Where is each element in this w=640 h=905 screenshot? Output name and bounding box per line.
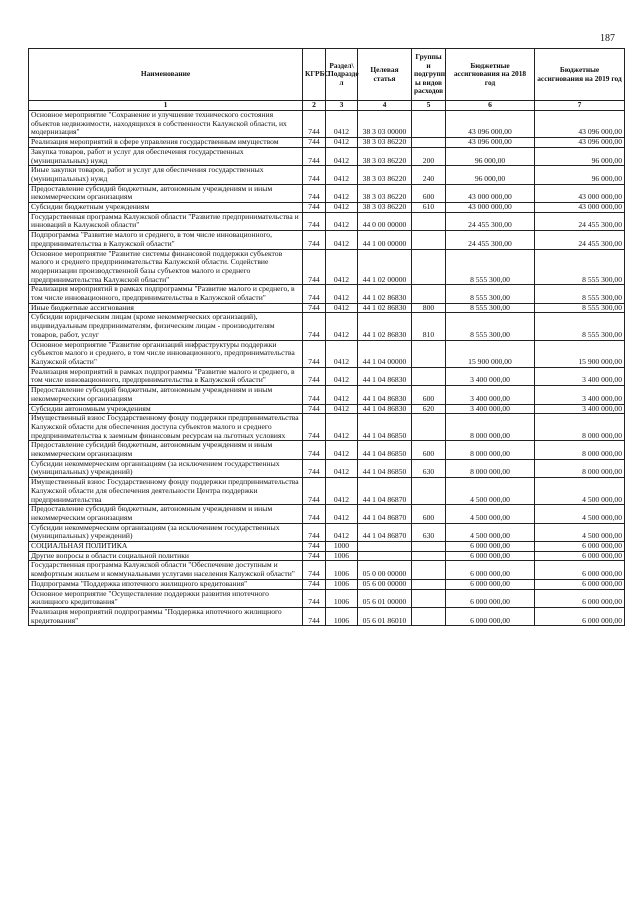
table-row (29, 203, 625, 213)
row-group-cell (412, 561, 446, 579)
header-name: Наименование (29, 49, 303, 101)
row-kgrbs-cell: 744 (303, 313, 326, 340)
row-target-cell: 44 1 02 86830 (358, 303, 412, 313)
table-row (29, 184, 625, 202)
table-row (29, 459, 625, 477)
row-section-cell: 0412 (326, 414, 358, 441)
row-section-cell: 0412 (326, 231, 358, 249)
row-kgrbs-cell: 744 (303, 607, 326, 625)
row-target-cell: 05 6 01 00000 (358, 589, 412, 607)
row-kgrbs-cell: 744 (303, 138, 326, 148)
row-target-cell: 44 1 02 86830 (358, 313, 412, 340)
row-2018-cell: 43 096 000,00 (446, 138, 535, 148)
row-name-cell: Имущественный взнос Государственному фонду поддержки предпринимательства Калужской области для обеспечения деятельности Центра поддержки предпринимательства (29, 478, 303, 505)
row-group-cell (412, 579, 446, 589)
row-2018-cell: 6 000 000,00 (446, 607, 535, 625)
row-target-cell: 44 1 00 00000 (358, 231, 412, 249)
header-kgrbs: КГРБС (303, 49, 326, 101)
row-target-cell: 44 1 04 00000 (358, 340, 412, 367)
table-row (29, 285, 625, 303)
table-row (29, 441, 625, 459)
row-group-cell: 200 (412, 147, 446, 165)
row-section-cell: 0412 (326, 404, 358, 414)
row-name-cell: Реализация мероприятий в рамках подпрограммы "Развитие малого и среднего, в том числе инновационного, предпринимательства в Калужской области" (29, 367, 303, 385)
row-2019-cell: 3 400 000,00 (535, 386, 625, 404)
column-number: 5 (412, 101, 446, 111)
row-name-cell: Субсидии некоммерческим организациям (за исключением государственных (муниципальных) учреждений) (29, 523, 303, 541)
row-target-cell (358, 551, 412, 561)
row-section-cell: 1006 (326, 561, 358, 579)
row-target-cell: 44 1 04 86830 (358, 404, 412, 414)
row-2019-cell: 8 555 300,00 (535, 303, 625, 313)
row-2018-cell: 8 000 000,00 (446, 441, 535, 459)
header-row (29, 49, 625, 101)
row-section-cell: 0412 (326, 367, 358, 385)
row-kgrbs-cell: 744 (303, 589, 326, 607)
table-row (29, 579, 625, 589)
row-kgrbs-cell: 744 (303, 231, 326, 249)
row-2018-cell: 8 555 300,00 (446, 313, 535, 340)
row-target-cell: 38 3 03 86220 (358, 203, 412, 213)
row-section-cell: 0412 (326, 147, 358, 165)
row-target-cell: 44 1 02 86830 (358, 285, 412, 303)
table-row (29, 340, 625, 367)
row-group-cell (412, 551, 446, 561)
row-2019-cell: 6 000 000,00 (535, 561, 625, 579)
row-2019-cell: 96 000,00 (535, 166, 625, 184)
row-name-cell: Основное мероприятие "Развитие организаций инфраструктуры поддержки субъектов малого и среднего, в том числе инновационного, предпринимательства Калужской области" (29, 340, 303, 367)
row-name-cell: Реализация мероприятий подпрограммы "Поддержка ипотечного жилищного кредитования" (29, 607, 303, 625)
row-kgrbs-cell: 744 (303, 303, 326, 313)
row-section-cell: 1006 (326, 579, 358, 589)
row-2019-cell: 43 096 000,00 (535, 111, 625, 138)
row-name-cell: Государственная программа Калужской области "Развитие предпринимательства и инноваций в Калужской области" (29, 212, 303, 230)
row-2019-cell: 8 555 300,00 (535, 285, 625, 303)
row-target-cell: 44 1 04 86850 (358, 441, 412, 459)
row-section-cell: 0412 (326, 505, 358, 523)
row-2018-cell: 24 455 300,00 (446, 212, 535, 230)
header-groups: Группы и подгрупп ы видов расходов (412, 49, 446, 101)
table-row (29, 386, 625, 404)
row-group-cell: 600 (412, 184, 446, 202)
row-2019-cell: 4 500 000,00 (535, 505, 625, 523)
row-section-cell: 1000 (326, 542, 358, 552)
row-section-cell: 1006 (326, 607, 358, 625)
row-name-cell: Основное мероприятие "Осуществление поддержки развития ипотечного жилищного кредитования" (29, 589, 303, 607)
row-name-cell: Субсидии бюджетным учреждениям (29, 203, 303, 213)
row-group-cell (412, 111, 446, 138)
header-2019: Бюджетные ассигнования на 2019 год (535, 49, 625, 101)
row-name-cell: Подпрограмма "Поддержка ипотечного жилищного кредитования" (29, 579, 303, 589)
row-2019-cell: 6 000 000,00 (535, 551, 625, 561)
row-target-cell: 44 0 00 00000 (358, 212, 412, 230)
row-2019-cell: 3 400 000,00 (535, 367, 625, 385)
row-section-cell: 0412 (326, 386, 358, 404)
row-2018-cell: 4 500 000,00 (446, 505, 535, 523)
row-group-cell: 620 (412, 404, 446, 414)
row-kgrbs-cell: 744 (303, 249, 326, 285)
row-name-cell: Предоставление субсидий бюджетным, автономным учреждениям и иным некоммерческим организациям (29, 505, 303, 523)
row-group-cell: 630 (412, 523, 446, 541)
row-name-cell: Имущественный взнос Государственному фонду поддержки предпринимательства Калужской области для обеспечения доступа субъектов малого и среднего предпринимательства к заемным финансовым ресурсам на льготных условиях (29, 414, 303, 441)
row-name-cell: Предоставление субсидий бюджетным, автономным учреждениям и иным некоммерческим организациям (29, 386, 303, 404)
row-2018-cell: 4 500 000,00 (446, 478, 535, 505)
row-name-cell: СОЦИАЛЬНАЯ ПОЛИТИКА (29, 542, 303, 552)
row-2018-cell: 4 500 000,00 (446, 523, 535, 541)
column-number: 3 (326, 101, 358, 111)
row-name-cell: Предоставление субсидий бюджетным, автономным учреждениям и иным некоммерческим организациям (29, 441, 303, 459)
row-kgrbs-cell: 744 (303, 505, 326, 523)
row-2018-cell: 24 455 300,00 (446, 231, 535, 249)
row-group-cell (412, 249, 446, 285)
row-target-cell: 44 1 04 86870 (358, 505, 412, 523)
row-target-cell: 05 0 00 00000 (358, 561, 412, 579)
row-kgrbs-cell: 744 (303, 367, 326, 385)
row-section-cell: 0412 (326, 111, 358, 138)
row-group-cell: 600 (412, 386, 446, 404)
row-2019-cell: 43 096 000,00 (535, 138, 625, 148)
row-name-cell: Другие вопросы в области социальной политики (29, 551, 303, 561)
row-section-cell: 0412 (326, 523, 358, 541)
row-kgrbs-cell: 744 (303, 386, 326, 404)
row-target-cell: 38 3 03 86220 (358, 138, 412, 148)
row-2019-cell: 8 000 000,00 (535, 414, 625, 441)
row-section-cell: 0412 (326, 340, 358, 367)
table-row (29, 111, 625, 138)
row-2019-cell: 15 900 000,00 (535, 340, 625, 367)
row-target-cell: 38 3 03 00000 (358, 111, 412, 138)
row-name-cell: Иные бюджетные ассигнования (29, 303, 303, 313)
row-group-cell (412, 212, 446, 230)
row-kgrbs-cell: 744 (303, 285, 326, 303)
row-2018-cell: 43 096 000,00 (446, 111, 535, 138)
row-target-cell: 44 1 04 86850 (358, 414, 412, 441)
row-kgrbs-cell: 744 (303, 459, 326, 477)
row-group-cell (412, 589, 446, 607)
row-kgrbs-cell: 744 (303, 184, 326, 202)
row-target-cell: 44 1 04 86830 (358, 386, 412, 404)
row-kgrbs-cell: 744 (303, 441, 326, 459)
row-2018-cell: 8 555 300,00 (446, 285, 535, 303)
row-group-cell: 600 (412, 441, 446, 459)
row-2019-cell: 96 000,00 (535, 147, 625, 165)
row-name-cell: Субсидии юридическим лицам (кроме некоммерческих организаций), индивидуальным предпринимателям, физическим лицам - производителям товаров, работ, услуг (29, 313, 303, 340)
row-group-cell (412, 285, 446, 303)
row-group-cell: 600 (412, 505, 446, 523)
column-number: 4 (358, 101, 412, 111)
row-section-cell: 0412 (326, 138, 358, 148)
table-row (29, 138, 625, 148)
row-name-cell: Предоставление субсидий бюджетным, автономным учреждениям и иным некоммерческим организациям (29, 184, 303, 202)
table-body (29, 111, 625, 626)
row-2018-cell: 3 400 000,00 (446, 386, 535, 404)
row-kgrbs-cell: 744 (303, 203, 326, 213)
row-section-cell: 0412 (326, 303, 358, 313)
row-name-cell: Подпрограмма "Развитие малого и среднего, в том числе инновационного, предпринимательства в Калужской области" (29, 231, 303, 249)
row-section-cell: 0412 (326, 285, 358, 303)
column-number: 7 (535, 101, 625, 111)
row-name-cell: Субсидии некоммерческим организациям (за исключением государственных (муниципальных) учреждений) (29, 459, 303, 477)
row-2019-cell: 43 000 000,00 (535, 184, 625, 202)
row-2019-cell: 8 555 300,00 (535, 249, 625, 285)
row-2019-cell: 4 500 000,00 (535, 478, 625, 505)
row-target-cell: 38 3 03 86220 (358, 166, 412, 184)
row-section-cell: 0412 (326, 184, 358, 202)
row-2018-cell: 43 000 000,00 (446, 203, 535, 213)
row-2018-cell: 6 000 000,00 (446, 551, 535, 561)
row-2019-cell: 4 500 000,00 (535, 523, 625, 541)
row-name-cell: Реализация мероприятий в рамках подпрограммы "Развитие малого и среднего, в том числе инновационного, предпринимательства в Калужской области" (29, 285, 303, 303)
row-name-cell: Иные закупки товаров, работ и услуг для обеспечения государственных (муниципальных) нужд (29, 166, 303, 184)
table-row (29, 147, 625, 165)
row-kgrbs-cell: 744 (303, 523, 326, 541)
row-2018-cell: 6 000 000,00 (446, 589, 535, 607)
row-target-cell: 44 1 04 86870 (358, 478, 412, 505)
table-row (29, 212, 625, 230)
row-name-cell: Закупка товаров, работ и услуг для обеспечения государственных (муниципальных) нужд (29, 147, 303, 165)
row-target-cell (358, 542, 412, 552)
table-row (29, 414, 625, 441)
row-2018-cell: 8 555 300,00 (446, 249, 535, 285)
row-group-cell (412, 367, 446, 385)
row-target-cell: 38 3 03 86220 (358, 184, 412, 202)
row-2019-cell: 3 400 000,00 (535, 404, 625, 414)
row-2019-cell: 8 000 000,00 (535, 441, 625, 459)
row-2018-cell: 8 000 000,00 (446, 414, 535, 441)
row-section-cell: 0412 (326, 459, 358, 477)
row-kgrbs-cell: 744 (303, 551, 326, 561)
column-number: 1 (29, 101, 303, 111)
row-name-cell: Основное мероприятие "Сохранение и улучшение технического состояния объектов недвижимости, находящихся в собственности Калужской области, их модернизация" (29, 111, 303, 138)
row-2019-cell: 6 000 000,00 (535, 542, 625, 552)
row-group-cell: 800 (412, 303, 446, 313)
row-2018-cell: 3 400 000,00 (446, 367, 535, 385)
row-target-cell: 44 1 04 86830 (358, 367, 412, 385)
row-target-cell: 05 6 01 86010 (358, 607, 412, 625)
row-section-cell: 0412 (326, 478, 358, 505)
table-row (29, 313, 625, 340)
row-section-cell: 0412 (326, 166, 358, 184)
row-kgrbs-cell: 744 (303, 561, 326, 579)
budget-table (28, 48, 625, 626)
header-section: Раздел\ Подразде л (326, 49, 358, 101)
row-target-cell: 05 6 00 00000 (358, 579, 412, 589)
row-target-cell: 38 3 03 86220 (358, 147, 412, 165)
row-2018-cell: 6 000 000,00 (446, 579, 535, 589)
column-number-row (29, 101, 625, 111)
row-kgrbs-cell: 744 (303, 147, 326, 165)
row-kgrbs-cell: 744 (303, 212, 326, 230)
row-2018-cell: 96 000,00 (446, 166, 535, 184)
row-name-cell: Основное мероприятие "Развитие системы финансовой поддержки субъектов малого и среднего предпринимательства Калужской области. Содействие модернизации производственной базы субъектов малого и среднего предпринимательства Калужской области" (29, 249, 303, 285)
table-row (29, 249, 625, 285)
row-name-cell: Реализация мероприятий в сфере управления государственным имуществом (29, 138, 303, 148)
table-row (29, 166, 625, 184)
row-2019-cell: 8 555 300,00 (535, 313, 625, 340)
row-2018-cell: 6 000 000,00 (446, 561, 535, 579)
column-number: 6 (446, 101, 535, 111)
column-number: 2 (303, 101, 326, 111)
row-2019-cell: 24 455 300,00 (535, 231, 625, 249)
row-group-cell: 610 (412, 203, 446, 213)
row-kgrbs-cell: 744 (303, 579, 326, 589)
row-section-cell: 0412 (326, 441, 358, 459)
row-2018-cell: 6 000 000,00 (446, 542, 535, 552)
table-row (29, 231, 625, 249)
row-2018-cell: 3 400 000,00 (446, 404, 535, 414)
row-kgrbs-cell: 744 (303, 340, 326, 367)
row-group-cell (412, 340, 446, 367)
table-row (29, 589, 625, 607)
row-kgrbs-cell: 744 (303, 166, 326, 184)
row-group-cell (412, 607, 446, 625)
row-section-cell: 0412 (326, 249, 358, 285)
row-section-cell: 1006 (326, 551, 358, 561)
row-name-cell: Субсидии автономным учреждениям (29, 404, 303, 414)
row-2019-cell: 6 000 000,00 (535, 607, 625, 625)
row-2019-cell: 6 000 000,00 (535, 589, 625, 607)
table-row (29, 607, 625, 625)
row-group-cell: 630 (412, 459, 446, 477)
table-row (29, 523, 625, 541)
row-target-cell: 44 1 04 86850 (358, 459, 412, 477)
table-row (29, 561, 625, 579)
row-section-cell: 0412 (326, 203, 358, 213)
row-2019-cell: 43 000 000,00 (535, 203, 625, 213)
row-group-cell (412, 138, 446, 148)
row-2018-cell: 96 000,00 (446, 147, 535, 165)
row-group-cell (412, 478, 446, 505)
page-number: 187 (600, 33, 615, 44)
row-group-cell (412, 542, 446, 552)
row-2019-cell: 24 455 300,00 (535, 212, 625, 230)
row-name-cell: Государственная программа Калужской области "Обеспечение доступным и комфортным жильем и коммунальными услугами населения Калужской области" (29, 561, 303, 579)
row-section-cell: 0412 (326, 212, 358, 230)
row-2018-cell: 43 000 000,00 (446, 184, 535, 202)
row-kgrbs-cell: 744 (303, 404, 326, 414)
header-2018: Бюджетные ассигнования на 2018 год (446, 49, 535, 101)
table-row (29, 505, 625, 523)
row-section-cell: 0412 (326, 313, 358, 340)
row-2019-cell: 8 000 000,00 (535, 459, 625, 477)
row-kgrbs-cell: 744 (303, 111, 326, 138)
row-section-cell: 1006 (326, 589, 358, 607)
table-row (29, 478, 625, 505)
row-2018-cell: 15 900 000,00 (446, 340, 535, 367)
row-target-cell: 44 1 02 00000 (358, 249, 412, 285)
row-group-cell: 810 (412, 313, 446, 340)
row-group-cell: 240 (412, 166, 446, 184)
header-target: Целевая статья (358, 49, 412, 101)
row-group-cell (412, 414, 446, 441)
row-kgrbs-cell: 744 (303, 542, 326, 552)
row-kgrbs-cell: 744 (303, 478, 326, 505)
row-group-cell (412, 231, 446, 249)
row-2018-cell: 8 555 300,00 (446, 303, 535, 313)
row-kgrbs-cell: 744 (303, 414, 326, 441)
row-target-cell: 44 1 04 86870 (358, 523, 412, 541)
table-row (29, 542, 625, 552)
table-row (29, 367, 625, 385)
row-2018-cell: 8 000 000,00 (446, 459, 535, 477)
row-2019-cell: 6 000 000,00 (535, 579, 625, 589)
